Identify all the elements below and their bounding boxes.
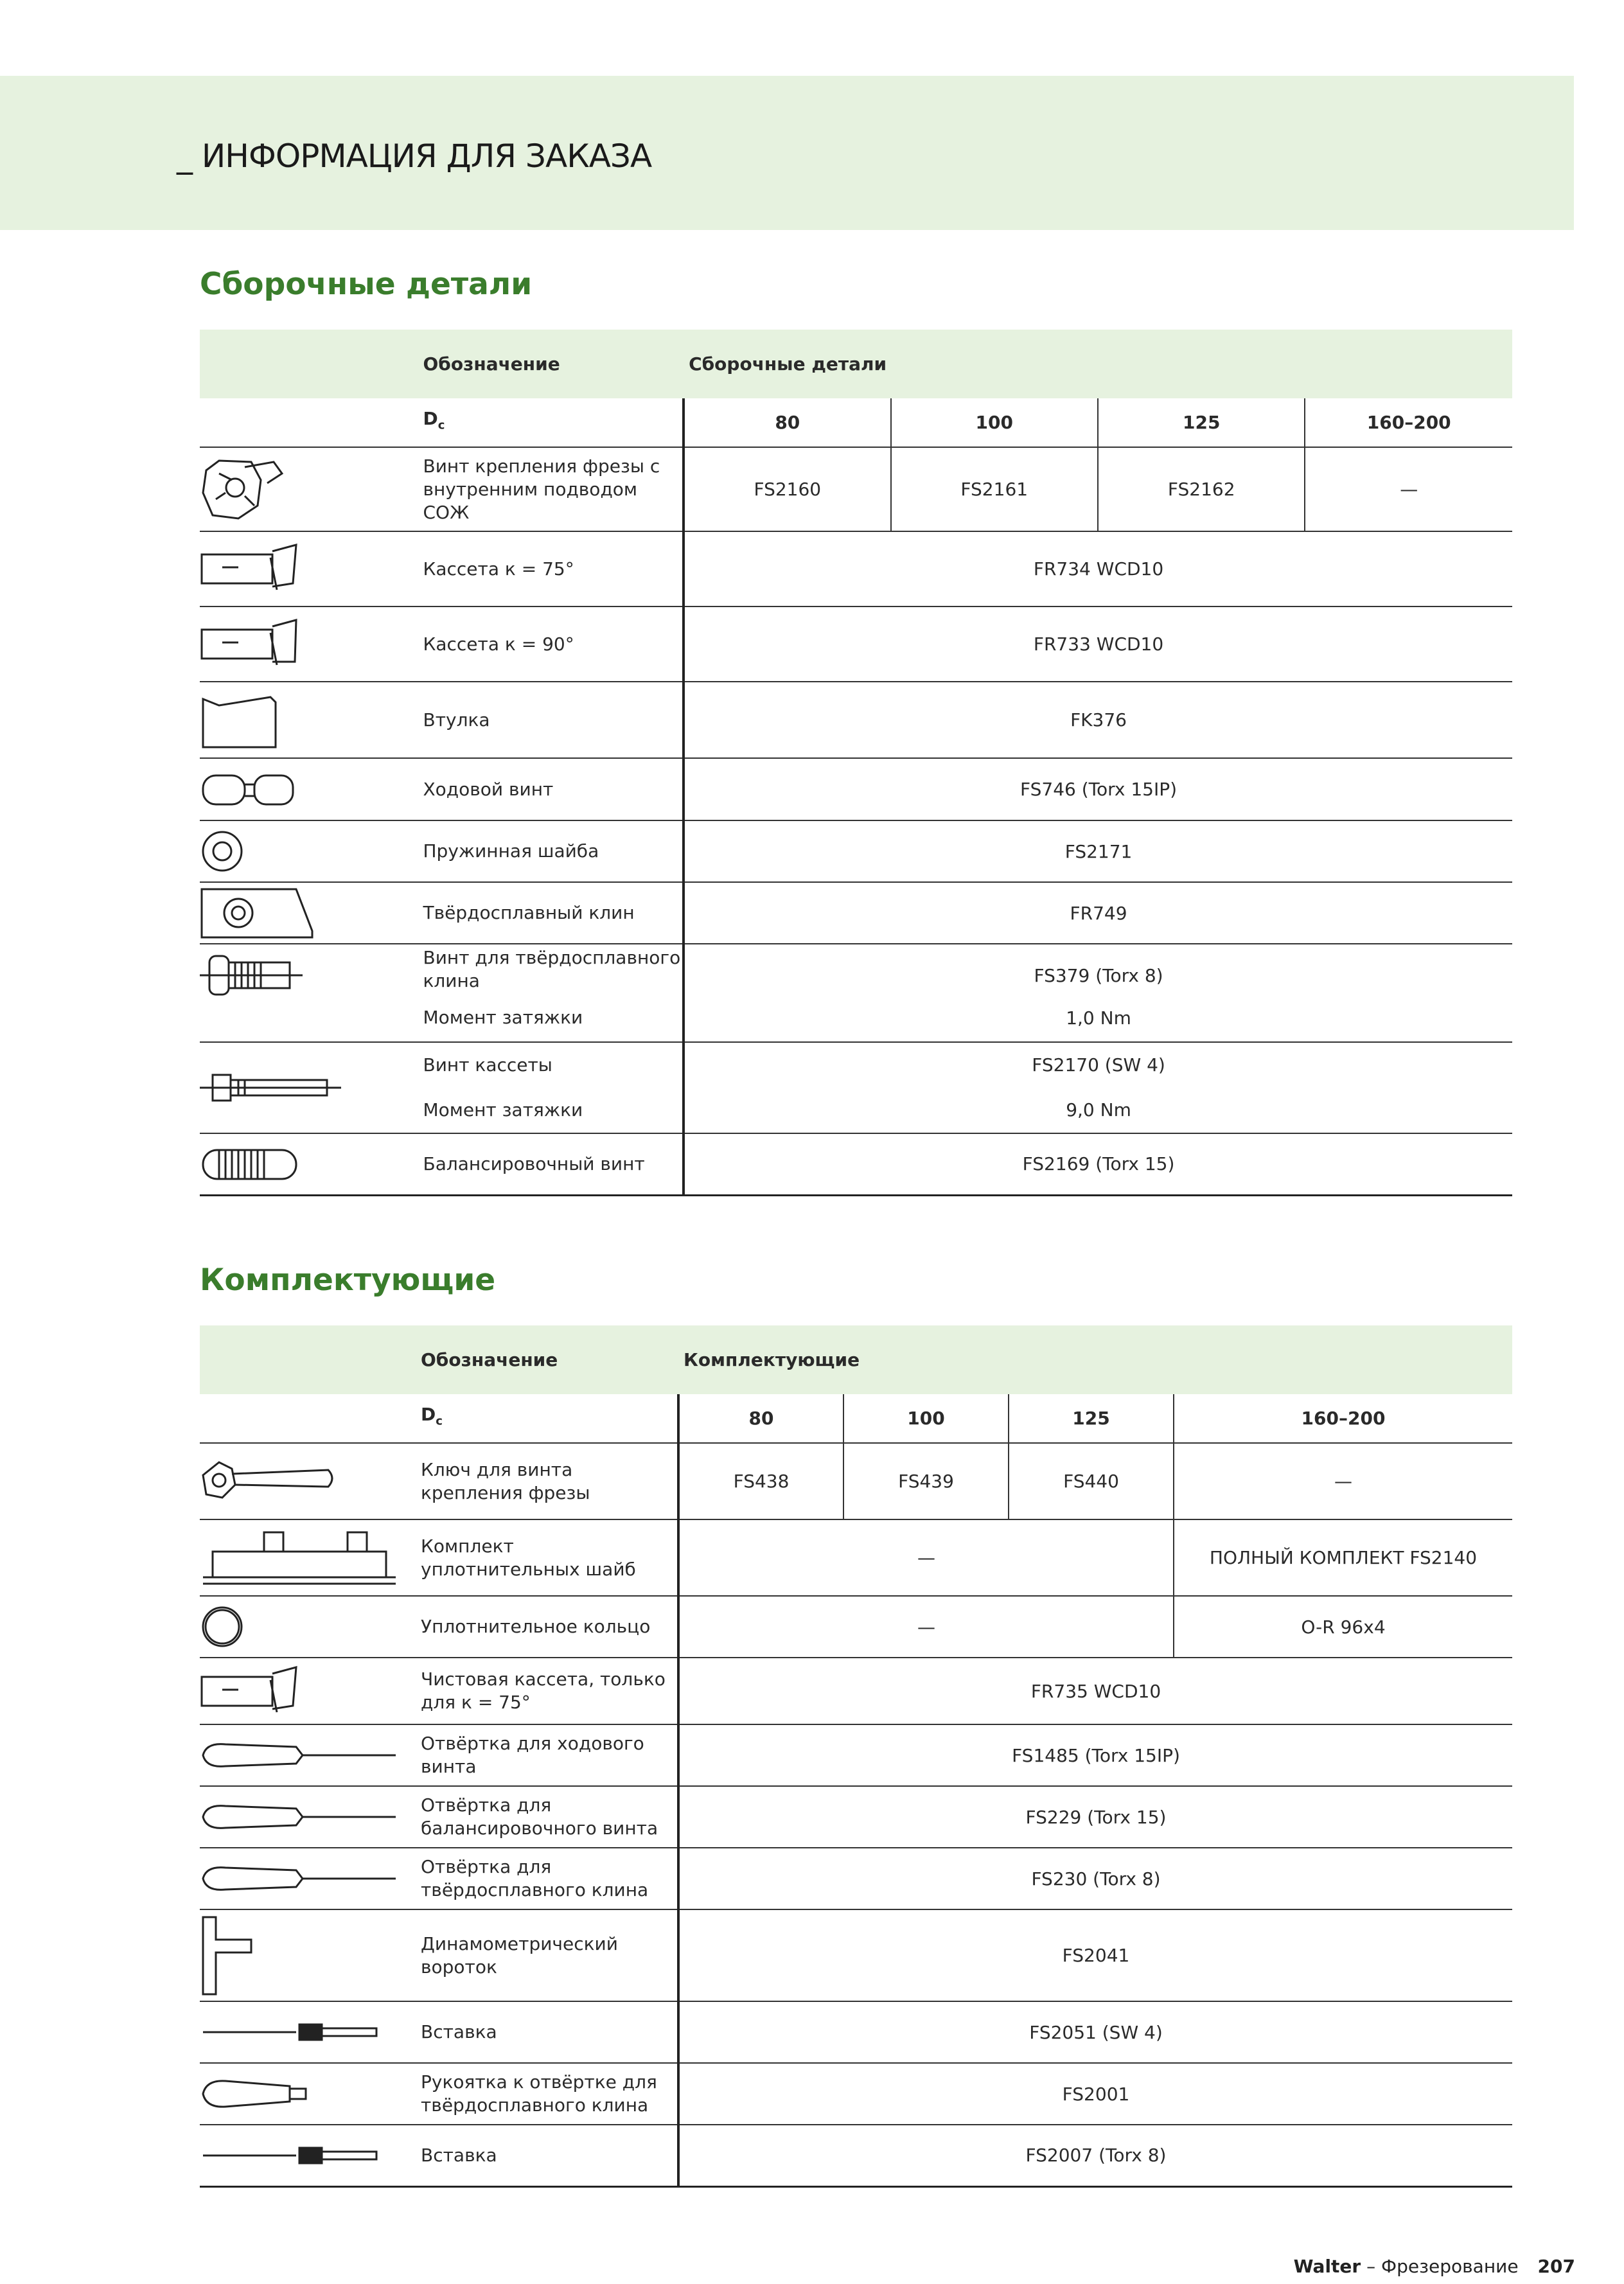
- torque-handle-image: [200, 1909, 407, 2001]
- row-label: Ходовой винт: [409, 758, 684, 820]
- cell-value: FS438: [678, 1443, 843, 1519]
- section-title-accessories: Комплектующие: [200, 1262, 496, 1298]
- cell-value: FR733 WCD10: [684, 606, 1512, 682]
- cell-value: FS2007 (Torx 8): [678, 2125, 1512, 2186]
- diameter-row: [200, 398, 1512, 447]
- cassette-screw-image: [200, 1042, 409, 1133]
- row-label: Пружинная шайба: [409, 820, 684, 882]
- row-label: Твёрдосплавный клин: [409, 882, 684, 944]
- spring-washer-image: [200, 820, 409, 882]
- dc-label: $D_c$: [409, 398, 684, 447]
- cell-value: FS2160: [684, 447, 890, 531]
- cell-value: ПОЛНЫЙ КОМПЛЕКТ FS2140: [1174, 1519, 1512, 1596]
- assembly-parts-table: [200, 330, 1512, 1196]
- balancing-screw-image: [200, 1133, 409, 1195]
- table-row: [200, 1596, 1512, 1658]
- cell-value: FS2161: [891, 447, 1098, 531]
- table-row: [200, 1724, 1512, 1786]
- table-row: [200, 447, 1512, 531]
- cell-value: FS229 (Torx 15): [678, 1786, 1512, 1848]
- finishing-cassette-image: [200, 1658, 407, 1724]
- footer-section: Фрезерование: [1381, 2256, 1519, 2277]
- table-row: [200, 758, 1512, 820]
- row-label: Втулка: [409, 682, 684, 758]
- cell-value: FS746 (Torx 15IP): [684, 758, 1512, 820]
- cell-value: FS2171: [684, 820, 1512, 882]
- row-label: Кассета к = 90°: [409, 606, 684, 682]
- page-number: 207: [1537, 2256, 1575, 2277]
- page-title: _ ИНФОРМАЦИЯ ДЛЯ ЗАКАЗА: [177, 137, 652, 175]
- table-row: [200, 1443, 1512, 1519]
- torque-label: Момент затяжки: [409, 1087, 684, 1133]
- cassette-75-image: [200, 531, 409, 606]
- bit-insert-image: [200, 2001, 407, 2063]
- row-label: Вставка: [407, 2001, 678, 2063]
- table-header-row: [200, 1325, 1512, 1394]
- diameter-header: 125: [1098, 398, 1305, 447]
- table-row: [200, 1519, 1512, 1596]
- diameter-header: 160–200: [1174, 1394, 1512, 1443]
- group-header: Сборочные детали: [684, 330, 1512, 398]
- bit-insert-image: [200, 2125, 407, 2186]
- cell-value: FS440: [1009, 1443, 1174, 1519]
- table-row: [200, 606, 1512, 682]
- group-header: Комплектующие: [678, 1325, 1512, 1394]
- row-label: Вставка: [407, 2125, 678, 2186]
- cell-value: FS2001: [678, 2063, 1512, 2125]
- cell-value: O-R 96x4: [1174, 1596, 1512, 1658]
- diameter-header: 100: [843, 1394, 1009, 1443]
- sleeve-image: [200, 682, 409, 758]
- row-label: Винт крепления фрезы с внутренним подводом СОЖ: [409, 447, 684, 531]
- brand-name: Walter: [1293, 2256, 1361, 2277]
- row-label: Винт для твёрдосплавного клина: [423, 946, 681, 991]
- row-label: Отвёртка для ходового винта: [407, 1724, 678, 1786]
- row-label: Кассета к = 75°: [409, 531, 684, 606]
- diameter-header: 80: [684, 398, 890, 447]
- diameter-header: 160–200: [1305, 398, 1512, 447]
- row-label: Ключ для винта крепления фрезы: [407, 1443, 678, 1519]
- row-label: Уплотнительное кольцо: [407, 1596, 678, 1658]
- designation-header: Обозначение: [407, 1325, 678, 1394]
- wedge-screw-image: [200, 944, 409, 1042]
- table-row: [200, 1786, 1512, 1848]
- drive-screw-image: [200, 758, 409, 820]
- row-label: Чистовая кассета, только для к = 75°: [407, 1658, 678, 1724]
- cell-value: FS439: [843, 1443, 1009, 1519]
- page-footer: Walter – Фрезерование 207: [1293, 2256, 1575, 2277]
- table-row: [200, 1658, 1512, 1724]
- row-label: Отвёртка для твёрдосплавного клина: [407, 1848, 678, 1909]
- cell-value: FS2051 (SW 4): [678, 2001, 1512, 2063]
- cell-value: FS379 (Torx 8): [684, 944, 1512, 994]
- diameter-row: [200, 1394, 1512, 1443]
- header-banner: [0, 76, 1574, 230]
- row-label: Динамометрический вороток: [407, 1909, 678, 2001]
- torque-label: Момент затяжки: [409, 994, 684, 1042]
- table-row: [200, 1042, 1512, 1087]
- clamping-screw-image: [200, 447, 409, 531]
- table-row: [200, 2001, 1512, 2063]
- cell-value: —: [678, 1596, 1174, 1658]
- designation-header: Обозначение: [409, 330, 684, 398]
- cell-value: FS2162: [1098, 447, 1305, 531]
- section-title-assembly-parts: Сборочные детали: [200, 267, 533, 302]
- row-label: Балансировочный винт: [409, 1133, 684, 1195]
- screwdriver-image: [200, 1786, 407, 1848]
- screwdriver-handle-image: [200, 2063, 407, 2125]
- table-row: [200, 531, 1512, 606]
- table-row: [200, 1909, 1512, 2001]
- cell-value: —: [1305, 447, 1512, 531]
- table-row: [200, 882, 1512, 944]
- row-label: Рукоятка к отвёртке для твёрдосплавного клина: [407, 2063, 678, 2125]
- screwdriver-image: [200, 1724, 407, 1786]
- table-row: [200, 1848, 1512, 1909]
- cassette-90-image: [200, 606, 409, 682]
- carbide-wedge-image: [200, 882, 409, 944]
- cell-value: FS2169 (Torx 15): [684, 1133, 1512, 1195]
- torque-value: 9,0 Nm: [684, 1087, 1512, 1133]
- table-row: [200, 1133, 1512, 1195]
- diameter-header: 125: [1009, 1394, 1174, 1443]
- row-label: Комплект уплотнительных шайб: [407, 1519, 678, 1596]
- cell-value: FS2041: [678, 1909, 1512, 2001]
- table-header-row: [200, 330, 1512, 398]
- table-row: [200, 944, 1512, 994]
- table-row: [200, 2063, 1512, 2125]
- o-ring-image: [200, 1596, 407, 1658]
- cell-value: FR749: [684, 882, 1512, 944]
- table-row: [200, 2125, 1512, 2186]
- cell-value: FR734 WCD10: [684, 531, 1512, 606]
- cell-value: FS230 (Torx 8): [678, 1848, 1512, 1909]
- cell-value: —: [1174, 1443, 1512, 1519]
- cell-value: FS1485 (Torx 15IP): [678, 1724, 1512, 1786]
- cell-value: FK376: [684, 682, 1512, 758]
- cell-value: FR735 WCD10: [678, 1658, 1512, 1724]
- sealing-washer-kit-image: [200, 1519, 407, 1596]
- row-label: Отвёртка для балансировочного винта: [407, 1786, 678, 1848]
- wrench-image: [200, 1443, 407, 1519]
- diameter-header: 80: [678, 1394, 843, 1443]
- screwdriver-image: [200, 1848, 407, 1909]
- torque-value: 1,0 Nm: [684, 994, 1512, 1042]
- diameter-header: 100: [891, 398, 1098, 447]
- cell-value: —: [678, 1519, 1174, 1596]
- row-label: Винт кассеты: [423, 1054, 552, 1076]
- accessories-table: [200, 1325, 1512, 2188]
- table-row: [200, 682, 1512, 758]
- dc-label: $D_c$: [407, 1394, 678, 1443]
- cell-value: FS2170 (SW 4): [684, 1042, 1512, 1087]
- table-row: [200, 820, 1512, 882]
